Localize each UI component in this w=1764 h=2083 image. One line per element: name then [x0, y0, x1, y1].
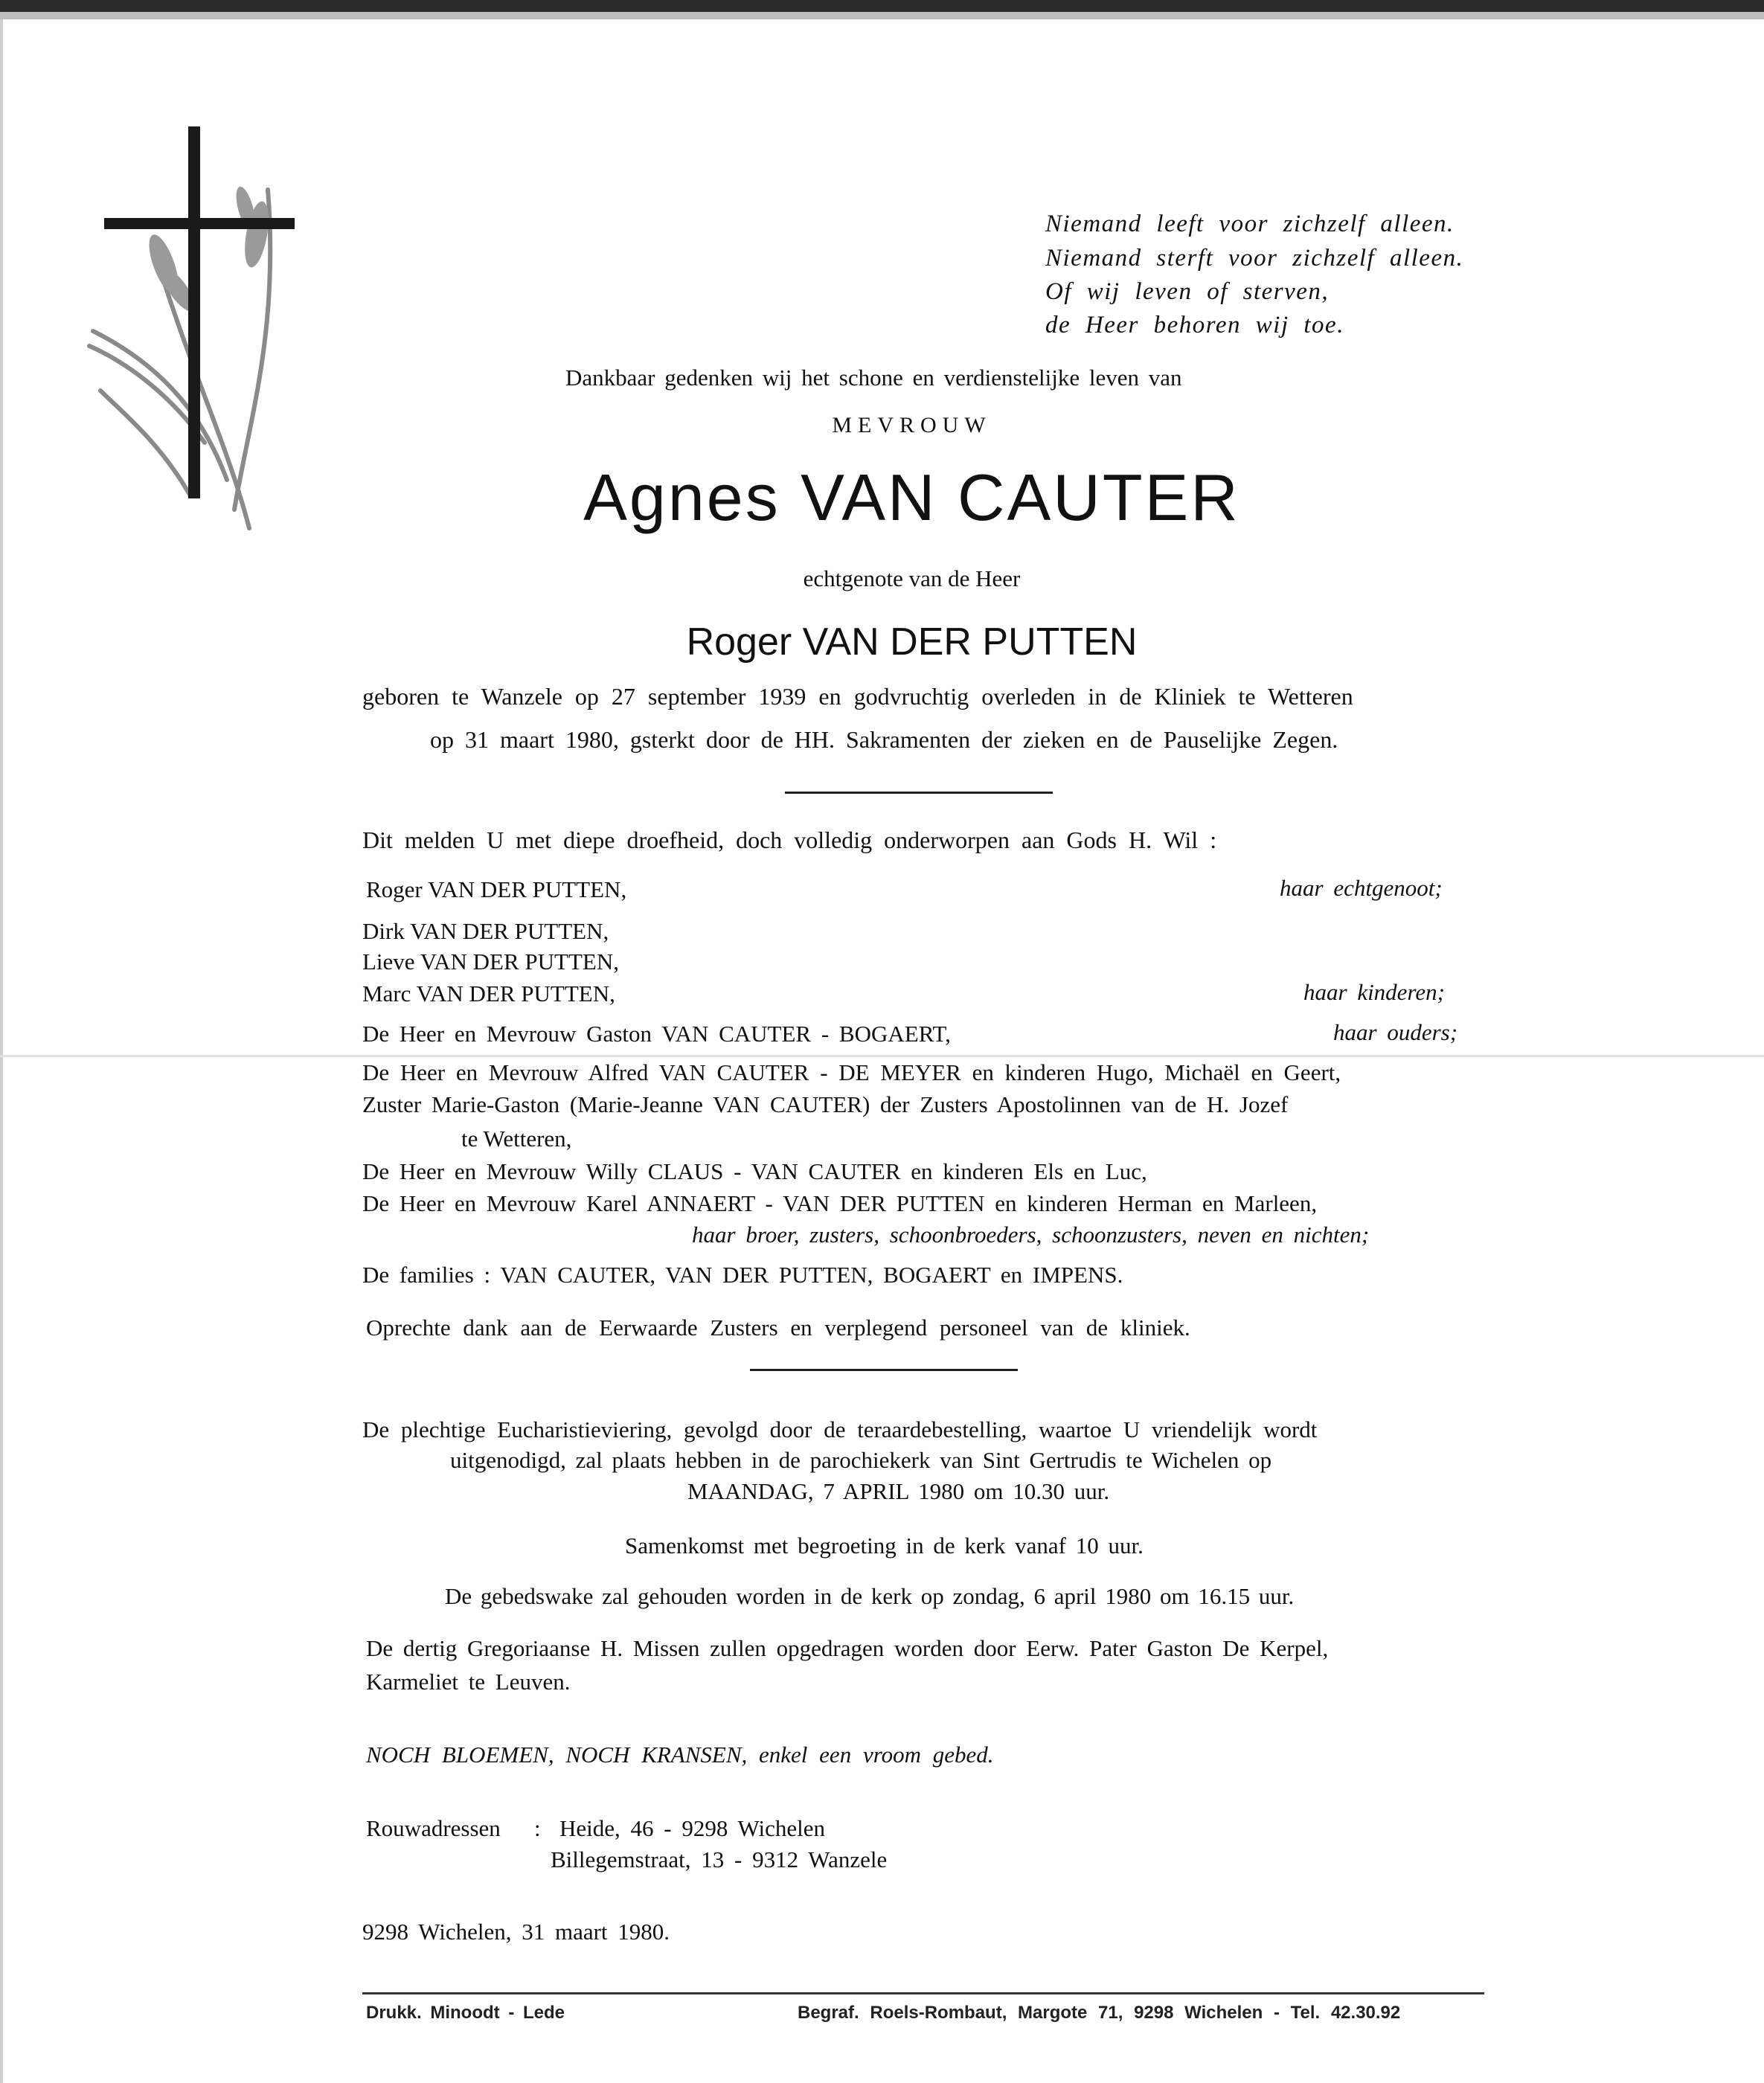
ceremony-line-3: MAANDAG, 7 APRIL 1980 om 10.30 uur. [687, 1478, 1110, 1504]
announcement: Dit melden U met diepe droefheid, doch volledig onderworpen aan Gods H. Wil : [362, 827, 1217, 853]
spouse-intro: echtgenote van de Heer [803, 565, 1021, 591]
scan-top-border [0, 0, 1764, 12]
place-date: 9298 Wichelen, 31 maart 1980. [362, 1919, 670, 1945]
family-name-1: Roger VAN DER PUTTEN, [366, 876, 627, 902]
family-role-4: haar kinderen; [1303, 979, 1445, 1005]
motto-line-2: Niemand sterft voor zichzelf alleen. [1045, 245, 1464, 272]
paper-fold-line [0, 1055, 1764, 1057]
motto-line-3: Of wij leven of sterven, [1045, 278, 1330, 305]
gathering-text: Samenkomst met begroeting in de kerk vanaf 10 uur. [625, 1532, 1144, 1559]
salutation: MEVROUW [832, 413, 992, 437]
ceremony-line-1: De plechtige Eucharistieviering, gevolgd door de teraardebestelling, waartoe U vriendelijk wordt [362, 1416, 1318, 1442]
divider-1 [785, 792, 1053, 794]
birth-death-line-2: op 31 maart 1980, gsterkt door de HH. Sakramenten der zieken en de Pauselijke Zegen. [430, 726, 1338, 753]
ceremony-line-2: uitgenodigd, zal plaats hebben in de parochiekerk van Sint Gertrudis te Wichelen op [450, 1447, 1272, 1473]
family-name-8: te Wetteren, [461, 1126, 572, 1152]
birth-death-line-1: geboren te Wanzele op 27 september 1939 en godvruchtig overleden in de Kliniek te Wetteren [362, 683, 1353, 710]
address-2: Billegemstraat, 13 - 9312 Wanzele [551, 1846, 888, 1872]
family-name-5: De Heer en Mevrouw Gaston VAN CAUTER - BOGAERT, [362, 1021, 951, 1047]
motto-line-4: de Heer behoren wij toe. [1045, 312, 1344, 338]
undertaker-credit: Begraf. Roels-Rombaut, Margote 71, 9298 Wichelen - Tel. 42.30.92 [798, 2003, 1401, 2023]
intro-text: Dankbaar gedenken wij het schone en verdienstelijke leven van [565, 365, 1182, 391]
family-name-12: De families : VAN CAUTER, VAN DER PUTTEN, BOGAERT en IMPENS. [362, 1262, 1123, 1288]
family-name-10: De Heer en Mevrouw Karel ANNAERT - VAN DER PUTTEN en kinderen Herman en Marleen, [362, 1190, 1318, 1216]
masses-line-1: De dertig Gregoriaanse H. Missen zullen opgedragen worden door Eerw. Pater Gaston De Kerpel, [366, 1635, 1329, 1661]
family-role-5: haar ouders; [1333, 1019, 1458, 1045]
deceased-name: Agnes VAN CAUTER [583, 460, 1240, 534]
family-name-3: Lieve VAN DER PUTTEN, [362, 949, 619, 975]
family-name-7: Zuster Marie-Gaston (Marie-Jeanne VAN CAUTER) der Zusters Apostolinnen van de H. Jozef [362, 1091, 1289, 1117]
scan-left-edge [0, 19, 3, 2083]
thanks-text: Oprechte dank aan de Eerwaarde Zusters en verplegend personeel van de kliniek. [366, 1315, 1190, 1341]
vigil-text: De gebedswake zal gehouden worden in de kerk op zondag, 6 april 1980 om 16.15 uur. [445, 1583, 1295, 1609]
addresses-label: Rouwadressen [366, 1815, 501, 1841]
no-flowers-text: NOCH BLOEMEN, NOCH KRANSEN, enkel een vroom gebed. [366, 1742, 994, 1768]
family-name-2: Dirk VAN DER PUTTEN, [362, 918, 609, 944]
family-name-6: De Heer en Mevrouw Alfred VAN CAUTER - DE MEYER en kinderen Hugo, Michaël en Geert, [362, 1059, 1341, 1085]
family-name-4: Marc VAN DER PUTTEN, [362, 980, 615, 1007]
scan-top-shadow [0, 12, 1764, 19]
family-name-9: De Heer en Mevrouw Willy CLAUS - VAN CAUTER en kinderen Els en Luc, [362, 1158, 1147, 1184]
printer-credit: Drukk. Minoodt - Lede [366, 2003, 565, 2023]
footer-rule [362, 1992, 1484, 1994]
divider-2 [750, 1369, 1018, 1371]
addresses-separator: : [534, 1815, 541, 1841]
family-role-1: haar echtgenoot; [1280, 875, 1443, 901]
family-role-11: haar broer, zusters, schoonbroeders, schoonzusters, neven en nichten; [692, 1222, 1370, 1248]
address-1: Heide, 46 - 9298 Wichelen [559, 1815, 826, 1841]
masses-line-2: Karmeliet te Leuven. [366, 1669, 571, 1695]
spouse-name: Roger VAN DER PUTTEN [686, 620, 1138, 664]
motto-line-1: Niemand leeft voor zichzelf alleen. [1045, 211, 1455, 237]
